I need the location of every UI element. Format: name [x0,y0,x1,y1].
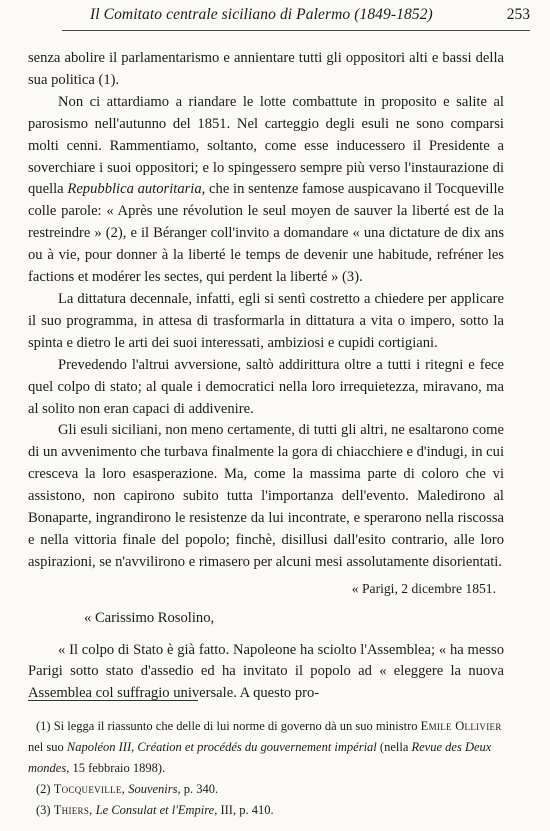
footnote-1-text-b: nel suo [28,740,64,754]
paragraph-2-text: Non ci attardiamo a riandare le lotte combattute in proposito e salite al parosismo nell'autunno del 1851. Nel carteggio degli esuli ne sono comparsi molti cenni. Rammentiamo, soltanto, come esse inducessero il Presidente a soverchiare i suoi oppositori; e lo spingessero sempre più verso l'instaurazione di quella [28,93,504,198]
footnote-3 [28,800,504,821]
footnote-2-number: (2) [36,782,51,796]
paragraph-5: Gli esuli siciliani, non meno certamente, di tutti gli altri, ne esaltarono come di un avvenimento che turbava finalmente la gora di chiacchiere e d'indugi, in cui cresceva la loro esasperazione. Ma, come la massima parte di coloro che vi assistono, non capirono subito tutta l'importanza dell'evento. Maledirono al Bonaparte, ingrandirono le resistenze da lui incontrate, e sperarono nella riscossa e nella vittoria finale del popolo; finchè, disillusi dall'esito contrario, alle loro aspirazioni, se n'avvilirono e rimasero per alcuni mesi assolutamente disorientati. [28,422,504,570]
page-number: 253 [506,6,530,23]
footnote-1-text: (1) Si legga il riassunto che delle di lui norme di governo dà un suo ministro [36,719,418,733]
header-rule [62,30,530,31]
footnote-1-author: Emile Ollivier [420,719,502,733]
paragraph-3: La dittatura decennale, infatti, egli si sentì costretto a chiedere per applicare il suo programma, in attesa di trasformarla in dittatura a vita o impero, sotto la spinta e dietro le arti dei suoi interessati, ambiziosi e cupidi cortigiani. [28,290,504,351]
footnotes [28,716,504,821]
letter-salutation: « Carissimo Rosolino, [84,609,215,626]
running-title: Il Comitato centrale siciliano di Palermo (1849-1852) [90,6,433,23]
footnote-3-title: Le Consulat et l'Empire, [95,803,218,817]
footnote-1-journal: Revue des Deux mondes, [28,740,492,775]
footnote-1 [28,716,504,779]
letter-date: « Parigi, 2 dicembre 1851. [351,580,496,596]
footnote-3-author: Thiers, [53,803,93,817]
paragraph-2 [28,92,504,289]
footnote-1-title: Napoléon III, Création et procédés du gouvernement impérial [66,740,377,754]
footnote-3-number: (3) [36,803,51,817]
paragraph-2-continuation: che in sentenze famose auspicavano il Tocqueville colle parole: « Après une révolution le seul moyen de sauver la liberté est de la restreindre » (2), e il Béranger coll'invito a domandare « una dictature de dix ans ou à vie, pour donner à la liberté le temps de devenir une habitude, refréner les factions et modérer les sectes, qui perdent la liberté » (3). [28,181,505,286]
paragraph-4: Prevedendo l'altrui avversione, saltò addirittura oltre a tutti i ritegni e fece quel colpo di stato; al quale i democratici nella loro irrequietezza, miravano, ma al solito non eran capaci di addivenire. [28,356,504,417]
running-head [60,6,530,28]
paragraph-2-emphasis: Repubblica autoritaria, [67,181,206,198]
footnote-2-author: Tocqueville, [53,782,126,796]
footnote-3-page: III, p. 410. [220,803,274,817]
footnote-2-title: Souvenirs, [128,782,181,796]
footnote-2-page: p. 340. [183,782,219,796]
footnote-2 [28,779,504,800]
footnote-1-date: 15 febbraio 1898). [72,761,166,775]
letter-quote: « Il colpo di Stato è già fatto. Napoleone ha sciolto l'Assemblea; « ha messo Parigi sotto stato d'assedio ed ha invitato il popolo ad « eleggere la nuova Assemblea col suffragio universale. A questo pro- [28,641,504,702]
paragraph-1: senza abolire il parlamentarismo e annientare tutti gli oppositori alti e bassi della sua politica (1). [28,50,504,88]
footnote-1-text-c: (nella [379,740,409,754]
body-text [28,48,504,705]
footnote-rule [28,700,198,701]
